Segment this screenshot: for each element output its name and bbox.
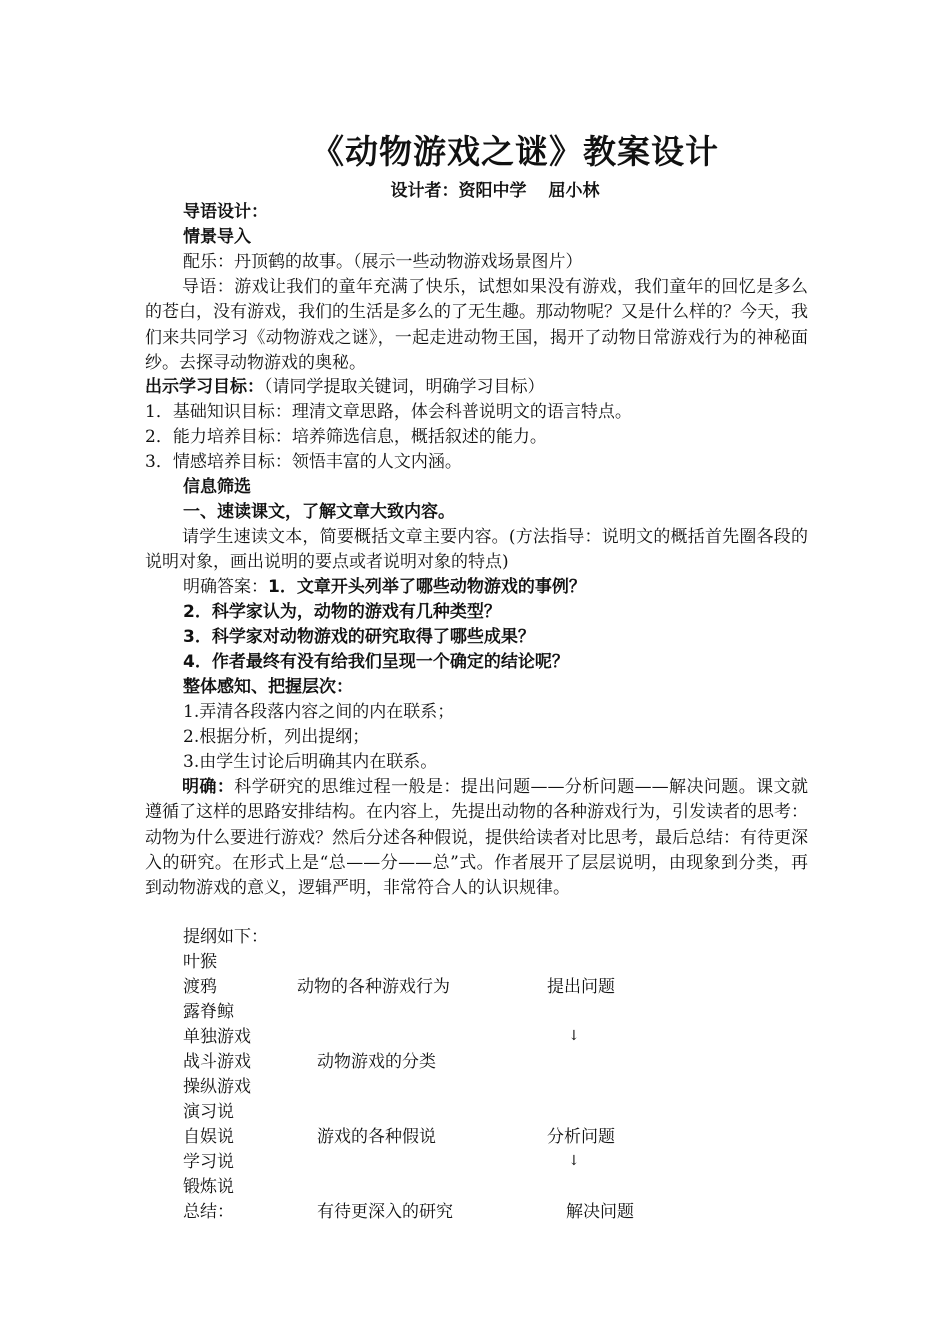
outline-stage-label: 提出问题 <box>547 977 615 997</box>
clarify-paragraph <box>145 775 808 901</box>
outline-item: 渡鸦 <box>183 977 217 997</box>
outline-group-label: 动物的各种游戏行为 <box>297 977 450 997</box>
overall-item: 3.由学生讨论后明确其内在联系。 <box>183 752 438 772</box>
goal-item: 2．能力培养目标：培养筛选信息，概括叙述的能力。 <box>145 427 547 447</box>
down-arrow-icon: ↓ <box>568 1028 580 1044</box>
question-item: 1．文章开头列举了哪些动物游戏的事例？ <box>268 577 586 597</box>
outline-item: 操纵游戏 <box>183 1077 251 1097</box>
document-title: 《动物游戏之谜》教案设计 <box>311 132 719 171</box>
instruction-paragraph: 请学生速读文本，简要概括文章主要内容。(方法指导：说明文的概括首先圈各段的说明对象，画出说明的要点或者说明对象的特点) <box>145 527 808 573</box>
overall-item: 2.根据分析，列出提纲； <box>183 727 370 747</box>
goal-item: 1．基础知识目标：理清文章思路，体会科普说明文的语言特点。 <box>145 402 632 422</box>
question-item: 2．科学家认为，动物的游戏有几种类型？ <box>183 602 501 622</box>
goal-item: 3．情感培养目标：领悟丰富的人文内涵。 <box>145 452 462 472</box>
overall-heading: 整体感知、把握层次： <box>183 677 353 697</box>
step-one-heading: 一、速读课文，了解文章大致内容。 <box>183 502 455 522</box>
outline-item: 总结： <box>183 1202 234 1222</box>
clarify-label: 明确： <box>182 777 235 797</box>
screening-heading: 信息筛选 <box>183 477 251 497</box>
music-line: 配乐：丹顶鹤的故事。（展示一些动物游戏场景图片） <box>183 252 583 272</box>
question-item: 3．科学家对动物游戏的研究取得了哪些成果？ <box>183 627 535 647</box>
outline-item: 战斗游戏 <box>183 1052 251 1072</box>
author-line <box>0 176 950 201</box>
outline-heading: 提纲如下： <box>183 927 268 947</box>
outline-group-label: 动物游戏的分类 <box>317 1052 436 1072</box>
answer-line <box>183 575 586 600</box>
outline-item: 学习说 <box>183 1152 234 1172</box>
outline-item: 锻炼说 <box>183 1177 234 1197</box>
intro-subheading: 情景导入 <box>183 227 251 247</box>
outline-item: 演习说 <box>183 1102 234 1122</box>
goals-heading: 出示学习目标： <box>145 377 264 397</box>
goals-note: （请同学提取关键词，明确学习目标） <box>264 377 545 397</box>
question-item: 4．作者最终有没有给我们呈现一个确定的结论呢？ <box>183 652 569 672</box>
intro-heading: 导语设计： <box>183 202 268 222</box>
down-arrow-icon: ↓ <box>568 1153 580 1169</box>
clarify-text: 科学研究的思维过程一般是：提出问题——分析问题——解决问题。课文就遵循了这样的思路安排结构。在内容上，先提出动物的各种游戏行为，引发读者的思考：动物为什么要进行游戏？然后分述各种假说，提供给读者对比思考，最后总结：有待更深入的研究。在形式上是“总——分——总”式。作者展开了层层说明，由现象到分类，再到动物游戏的意义，逻辑严明，非常符合人的认识规律。 <box>145 777 809 899</box>
overall-item: 1.弄清各段落内容之间的内在联系； <box>183 702 455 722</box>
goals-line <box>145 375 545 400</box>
outline-item: 露脊鲸 <box>183 1002 234 1022</box>
outline-item: 自娱说 <box>183 1127 234 1147</box>
outline-item: 单独游戏 <box>183 1027 251 1047</box>
outline-stage-label: 解决问题 <box>566 1202 634 1222</box>
author-label: 设计者：资阳中学 <box>390 181 527 201</box>
outline-stage-label: 分析问题 <box>547 1127 615 1147</box>
author-name: 屈小林 <box>548 181 600 201</box>
outline-item: 叶猴 <box>183 952 217 972</box>
outline-group-label: 游戏的各种假说 <box>317 1127 436 1147</box>
answer-label: 明确答案： <box>183 577 268 597</box>
lead-paragraph: 导语：游戏让我们的童年充满了快乐，试想如果没有游戏，我们童年的回忆是多么的苍白，没有游戏，我们的生活是多么的了无生趣。那动物呢？又是什么样的？今天，我们来共同学习《动物游戏之谜》，一起走进动物王国，揭开了动物日常游戏行为的神秘面纱。去探寻动物游戏的奥秘。 <box>145 277 808 373</box>
outline-group-label: 有待更深入的研究 <box>317 1202 453 1222</box>
